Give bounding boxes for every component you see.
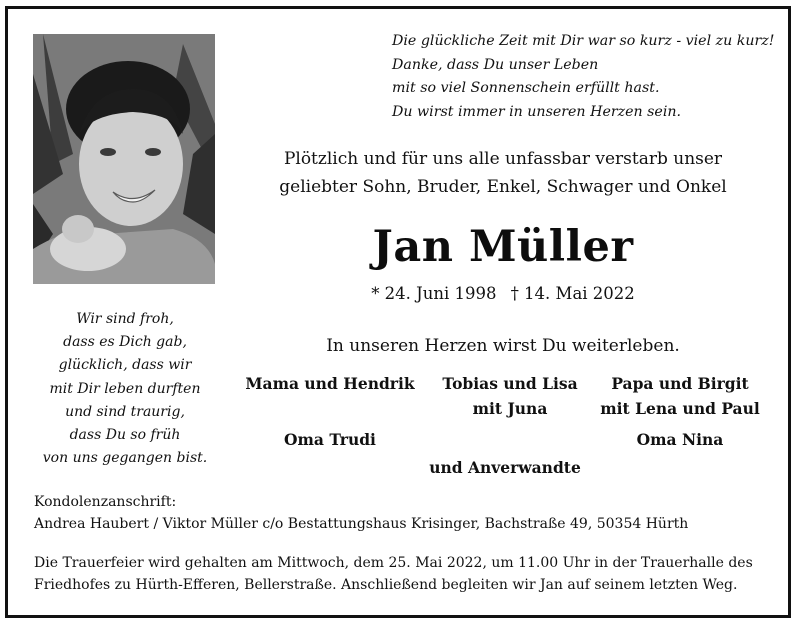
family-papa-line: mit Lena und Paul [600, 399, 760, 418]
top-poem-line: Die glückliche Zeit mit Dir war so kurz - viel zu kurz! [392, 33, 775, 49]
family-tobias [425, 371, 595, 421]
family-papa [590, 371, 770, 421]
family-papa-line: Papa und Birgit [611, 374, 749, 393]
family-mama [230, 371, 430, 396]
side-poem-line: dass es Dich gab, [63, 334, 187, 351]
side-poem [30, 308, 220, 470]
portrait-photo [33, 34, 215, 284]
family-oma-trudi: Oma Trudi [284, 430, 376, 449]
death-announcement [248, 145, 758, 201]
top-poem-line: Du wirst immer in unseren Herzen sein. [392, 103, 682, 120]
service-line: Friedhofes zu Hürth-Efferen, Bellerstraße. Anschließend begleiten wir Jan auf seinem letzten Weg. [34, 577, 738, 593]
service-line: Die Trauerfeier wird gehalten am Mittwoch, dem 25. Mai 2022, um 11.00 Uhr in der Trauerhalle des [34, 555, 753, 571]
birth-date: * 24. Juni 1998 [371, 284, 497, 303]
condolence-address [34, 491, 774, 535]
family-mama-line: Mama und Hendrik [245, 374, 415, 393]
family-tobias-line: mit Juna [472, 399, 548, 418]
side-poem-line: Wir sind froh, [76, 311, 174, 327]
top-poem-line: mit so viel Sonnenschein erfüllt hast. [392, 80, 660, 96]
deceased-name: Jan Müller [372, 222, 634, 272]
family-tobias-line: Tobias und Lisa [442, 374, 578, 393]
side-poem-line: dass Du so früh [69, 427, 181, 444]
side-poem-line: und sind traurig, [65, 403, 185, 420]
side-poem-line: glücklich, dass wir [58, 357, 192, 374]
condolence-label: Kondolenzanschrift: [34, 494, 177, 510]
memory-line: In unseren Herzen wirst Du weiterleben. [326, 336, 680, 356]
family-oma-nina: Oma Nina [636, 430, 724, 449]
death-date: † 14. Mai 2022 [510, 284, 635, 303]
side-poem-line: mit Dir leben durften [49, 380, 201, 397]
top-poem-line: Danke, dass Du unser Leben [392, 56, 599, 73]
condolence-text: Andrea Haubert / Viktor Müller c/o Bestattungshaus Krisinger, Bachstraße 49, 50354 Hürth [34, 516, 689, 532]
life-dates [248, 284, 758, 303]
side-poem-line: von uns gegangen bist. [42, 450, 208, 467]
top-poem [392, 30, 787, 124]
announcement-line: Plötzlich und für uns alle unfassbar verstarb unser [283, 149, 723, 169]
portrait-image [33, 34, 215, 284]
funeral-service-info [34, 552, 774, 596]
announcement-line: geliebter Sohn, Bruder, Enkel, Schwager und Onkel [279, 177, 727, 197]
family-relatives: und Anverwandte [429, 458, 581, 477]
